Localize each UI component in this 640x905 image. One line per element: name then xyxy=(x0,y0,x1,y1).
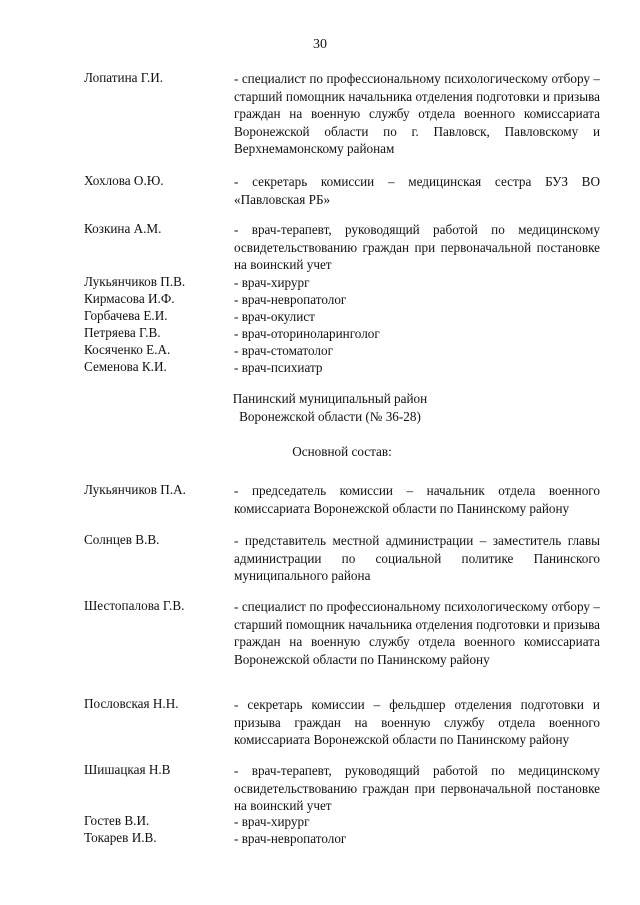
member-name: Гостев В.И. xyxy=(84,813,150,828)
member-role: - секретарь комиссии – медицинская сестра БУЗ ВО «Павловская РБ» xyxy=(234,174,600,207)
member-name: Лукьянчиков П.В. xyxy=(84,274,186,289)
member-role: - представитель местной администрации – заместитель главы администрации по социальной политике Панинского муниципального района xyxy=(234,533,600,583)
member-name: Шишацкая Н.В xyxy=(84,762,171,777)
member-entry xyxy=(84,325,604,342)
district-heading xyxy=(0,390,640,426)
member-entry xyxy=(84,830,604,847)
member-entry xyxy=(84,173,604,221)
member-name: Солнцев В.В. xyxy=(84,532,160,547)
district-heading-line1: Панинский муниципальный район xyxy=(232,391,428,406)
member-name: Лукьянчиков П.А. xyxy=(84,482,186,497)
member-entry xyxy=(84,274,604,291)
member-role: - врач-стоматолог xyxy=(234,343,334,358)
member-entry xyxy=(84,342,604,359)
member-role: - председатель комиссии – начальник отдела военного комиссариата Воронежской области по Панинскому району xyxy=(234,483,600,516)
member-role: - врач-хирург xyxy=(234,275,310,290)
member-entry xyxy=(84,762,604,813)
member-name: Пословская Н.Н. xyxy=(84,696,179,711)
member-name: Кирмасова И.Ф. xyxy=(84,291,175,306)
page-number: 30 xyxy=(313,37,327,52)
member-role: - врач-терапевт, руководящий работой по медицинскому освидетельствованию граждан при первоначальной постановке на воинский учет xyxy=(234,222,600,272)
member-role: - врач-психиатр xyxy=(234,360,323,375)
member-role: - врач-невропатолог xyxy=(234,831,347,846)
member-entry xyxy=(84,813,604,830)
member-entry xyxy=(84,291,604,308)
member-entry xyxy=(84,696,604,762)
member-name: Петряева Г.В. xyxy=(84,325,161,340)
member-name: Токарев И.В. xyxy=(84,830,157,845)
entries xyxy=(0,70,640,847)
member-name: Косяченко Е.А. xyxy=(84,342,171,357)
member-entry xyxy=(84,221,604,274)
member-name: Семенова К.И. xyxy=(84,359,167,374)
member-role: - врач-хирург xyxy=(234,814,310,829)
member-role: - специалист по профессиональному психологическому отбору – старший помощник начальника отделения подготовки и призыва граждан на военную службу отдела военного комиссариата Воронежской области по Панинскому району xyxy=(234,599,600,667)
member-entry xyxy=(84,308,604,325)
member-role: - специалист по профессиональному психологическому отбору – старший помощник начальника отделения подготовки и призыва граждан на военную службу отдела военного комиссариата Воронежской области по г. Павловск, Павловскому и Верхнемамонскому районам xyxy=(234,71,600,156)
member-role: - врач-оториноларинголог xyxy=(234,326,380,341)
member-entry xyxy=(84,532,604,598)
member-entry xyxy=(84,598,604,696)
member-entry xyxy=(84,70,604,173)
member-role: - врач-терапевт, руководящий работой по медицинскому освидетельствованию граждан при первоначальной постановке на воинский учет xyxy=(234,763,600,813)
member-name: Горбачева Е.И. xyxy=(84,308,168,323)
member-role: - врач-невропатолог xyxy=(234,292,347,307)
district-heading-line2: Воронежской области (№ 36-28) xyxy=(239,409,421,424)
member-role: - секретарь комиссии – фельдшер отделения подготовки и призыва граждан на военную службу отдела военного комиссариата Воронежской области по Панинскому району xyxy=(234,697,600,747)
member-name: Козкина А.М. xyxy=(84,221,162,236)
member-name: Шестопалова Г.В. xyxy=(84,598,185,613)
member-name: Хохлова О.Ю. xyxy=(84,173,164,188)
member-role: - врач-окулист xyxy=(234,309,315,324)
member-name: Лопатина Г.И. xyxy=(84,70,164,85)
member-entry xyxy=(84,359,604,390)
composition-heading: Основной состав: xyxy=(292,444,392,459)
member-entry xyxy=(84,482,604,532)
